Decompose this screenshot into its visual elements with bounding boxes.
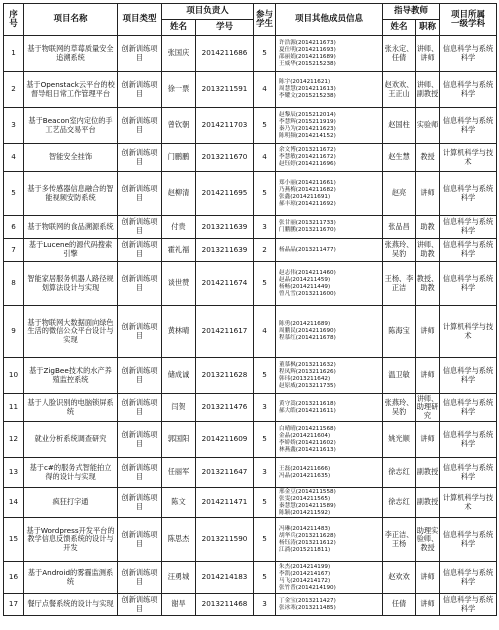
row-leader-id: 2014211686 [196,36,254,72]
row-student-count: 5 [254,562,276,594]
row-advisor-name: 张燕玲、吴豹 [383,394,416,422]
row-project-name: 基于多传感器信息融合的智能视频安防系统 [24,172,118,216]
project-rows [4,36,497,616]
header-seq: 序 号 [4,4,24,36]
row-advisor-title: 讲师 [416,422,440,458]
row-advisor-name: 赵欢欢 [383,562,416,594]
row-leader-name: 任丽军 [162,458,196,488]
row-major: 信息科学与系统科学 [440,239,497,262]
table-row [4,239,497,262]
row-seq: 4 [4,144,24,172]
row-members: 杨晶晶(2013211477) [276,239,383,262]
table-row [4,518,497,562]
row-student-count: 4 [254,72,276,108]
row-advisor-title: 讲师 [416,358,440,394]
row-leader-name: 郭国阳 [162,422,196,458]
row-leader-name: 赵柳清 [162,172,196,216]
table-row [4,144,497,172]
row-project-type: 创新训练项目 [118,488,162,518]
row-major: 信息科学与系统科学 [440,172,497,216]
table-row [4,488,497,518]
table-row [4,216,497,239]
row-advisor-title: 实验师 [416,108,440,144]
row-project-name: 疯狂打字通 [24,488,118,518]
row-student-count: 3 [254,394,276,422]
row-leader-id: 2013211639 [196,216,254,239]
row-project-type: 创新训练项目 [118,216,162,239]
row-project-name: 基于Android的雾霾监测系统 [24,562,118,594]
row-leader-id: 2013211468 [196,594,254,616]
row-seq: 10 [4,358,24,394]
row-seq: 1 [4,36,24,72]
table-row [4,108,497,144]
row-advisor-title: 讲师 [416,172,440,216]
row-leader-id: 2013211639 [196,239,254,262]
row-student-count: 5 [254,36,276,72]
row-leader-id: 2014211703 [196,108,254,144]
row-leader-name: 汪勇城 [162,562,196,594]
row-leader-name: 闫贺 [162,394,196,422]
row-members: 朱杰(2014214199) 李凯(2014214167) 马飞(2014214172) 张竹普(2014214190) [276,562,383,594]
row-project-name: 基于Openstack云平台的校督导组日常工作管理平台 [24,72,118,108]
row-members: 赵黎辰(2015212014) 李慧辉(2015211919) 秦乃为(2014211623) 陈明频(2014214152) [276,108,383,144]
row-seq: 17 [4,594,24,616]
row-seq: 7 [4,239,24,262]
row-advisor-title: 讲师 [416,594,440,616]
row-advisor-title: 助理实验师、教授 [416,518,440,562]
project-table [3,3,497,616]
row-project-name: 智能安全挂饰 [24,144,118,172]
row-project-name: 基于Lucene的源代码搜索引擎 [24,239,118,262]
table-row [4,262,497,306]
table-row [4,562,497,594]
row-leader-name: 陈思杰 [162,518,196,562]
row-project-name: 智能家居服务机器人路径规划算法设计与实现 [24,262,118,306]
table-row [4,172,497,216]
row-members: 余文博(2013211672) 李慧敏(2014211672) 赵钰婷(2014211696) [276,144,383,172]
row-leader-id: 2014214183 [196,562,254,594]
row-project-type: 创新训练项目 [118,239,162,262]
row-project-type: 创新训练项目 [118,144,162,172]
row-leader-id: 2013211591 [196,72,254,108]
row-advisor-name: 赵欢欢、王正山 [383,72,416,108]
row-advisor-title: 讲师、助教 [416,239,440,262]
row-leader-id: 2013211590 [196,518,254,562]
row-project-name: 基于Beacon室内定位的手工艺品交易平台 [24,108,118,144]
row-advisor-name: 张品昌 [383,216,416,239]
row-seq: 15 [4,518,24,562]
row-advisor-title: 副教授 [416,458,440,488]
row-major: 信息科学与系统科学 [440,36,497,72]
row-major: 计算机科学与技术 [440,488,497,518]
row-major: 信息科学与系统科学 [440,594,497,616]
row-project-type: 创新训练项目 [118,422,162,458]
row-leader-name: 曾钦朝 [162,108,196,144]
header-leader-id: 学号 [196,20,254,36]
row-leader-id: 2014211617 [196,306,254,358]
table-row [4,72,497,108]
row-major: 信息科学与系统科学 [440,518,497,562]
row-advisor-title: 教授 [416,144,440,172]
row-major: 信息科学与系统科学 [440,422,497,458]
row-advisor-name: 任倩 [383,594,416,616]
row-major: 信息科学与系统科学 [440,108,497,144]
row-leader-id: 2014211609 [196,422,254,458]
row-seq: 2 [4,72,24,108]
row-student-count: 4 [254,144,276,172]
row-leader-id: 2014211695 [196,172,254,216]
row-project-name: 基于物联网的草莓质量安全追溯系统 [24,36,118,72]
row-members: 张甘丽(2013211733) 门鹏鹏(2013211670) [276,216,383,239]
row-leader-id: 2013211670 [196,144,254,172]
row-members: 黄守嵩(2013211618) 郝大皓(2014211611) [276,394,383,422]
row-advisor-title: 讲师、副教授 [416,72,440,108]
row-leader-name: 黄林晴 [162,306,196,358]
row-project-type: 创新训练项目 [118,394,162,422]
header-type: 项目类型 [118,4,162,36]
row-major: 信息科学与系统科学 [440,458,497,488]
row-members: 郑小丽(2014211661) 乃燕梅(2014211682) 张鑫(2014211691) 郝丰琼(2014211692) [276,172,383,216]
row-leader-name: 付贵 [162,216,196,239]
row-major: 计算机科学与技术 [440,144,497,172]
header-major: 项目所属 一级学科 [440,4,497,36]
row-seq: 8 [4,262,24,306]
row-leader-name: 储成诚 [162,358,196,394]
row-advisor-name: 张燕玲、吴豹 [383,239,416,262]
row-leader-name: 谈世赞 [162,262,196,306]
table-row [4,306,497,358]
row-project-type: 创新训练项目 [118,172,162,216]
row-leader-name: 霍礼福 [162,239,196,262]
row-advisor-name: 陈海宝 [383,306,416,358]
row-project-type: 创新训练项目 [118,358,162,394]
row-leader-name: 张国庆 [162,36,196,72]
row-leader-id: 2014211674 [196,262,254,306]
row-project-type: 创新训练项目 [118,72,162,108]
row-student-count: 5 [254,262,276,306]
row-members: 赵志伟(2014211460) 赵晶(2014211459) 杨畅(2014211449) 曾凡雪(2013211600) [276,262,383,306]
row-major: 信息科学与系统科学 [440,262,497,306]
row-major: 信息科学与系统科学 [440,394,497,422]
row-major: 信息科学与系统科学 [440,358,497,394]
row-project-type: 创新训练项目 [118,458,162,488]
row-seq: 6 [4,216,24,239]
row-project-name: 基于物联网的食品溯源系统 [24,216,118,239]
row-advisor-name: 王杨、李正洁 [383,262,416,306]
row-advisor-name: 赵国柱 [383,108,416,144]
row-advisor-name: 赵亮 [383,172,416,216]
row-seq: 13 [4,458,24,488]
header-leader-name: 姓名 [162,20,196,36]
table-row [4,422,497,458]
row-leader-name: 徐一票 [162,72,196,108]
row-project-name: 基于c#的服务式智能拍立得的设计与实现 [24,458,118,488]
row-project-type: 创新训练项目 [118,36,162,72]
row-leader-name: 谢旱 [162,594,196,616]
header-advisor: 指导教师 [383,4,440,20]
table-row [4,594,497,616]
row-student-count: 5 [254,488,276,518]
table-row [4,36,497,72]
row-seq: 11 [4,394,24,422]
row-student-count: 5 [254,518,276,562]
row-project-type: 创新训练项目 [118,518,162,562]
row-seq: 14 [4,488,24,518]
row-student-count: 5 [254,422,276,458]
row-advisor-name: 温卫敏 [383,358,416,394]
row-advisor-name: 徐志红 [383,458,416,488]
row-project-name: 就业分析系统调查研究 [24,422,118,458]
row-members: 王磊(2014211666) 冯晶(2014211635) [276,458,383,488]
row-project-type: 创新训练项目 [118,594,162,616]
row-advisor-title: 讲师、讲师 [416,36,440,72]
row-advisor-title: 教授、助教 [416,262,440,306]
row-members: 董慕枫(2013211632) 程凤辉(2013211626) 韩玮(2013211642) 赵原威(2013211735) [276,358,383,394]
header-count: 参与 学生 [254,4,276,36]
row-student-count: 5 [254,108,276,144]
row-leader-name: 门鹏鹏 [162,144,196,172]
row-members: 冯琳(2014211483) 胡华兵(2013211628) 杨钰涛(2013211612) 江淌(2015211811) [276,518,383,562]
row-advisor-name: 徐志红 [383,488,416,518]
header-members: 项目其他成员信息 [276,4,383,36]
row-major: 信息科学与系统科学 [440,562,497,594]
header-leader: 项目负责人 [162,4,254,20]
row-members: 邢金豆(2014211558) 张雯(2014211565) 秦慧慧(2014211589) 陈颖(2014211592) [276,488,383,518]
row-project-name: 基于人脸识别的电脑锁屏系统 [24,394,118,422]
row-project-name: 基于Wordpress开发平台的教学信息反馈系统的设计与开发 [24,518,118,562]
row-advisor-name: 李正洁、王杨 [383,518,416,562]
row-leader-id: 2013211647 [196,458,254,488]
row-major: 信息科学与系统科学 [440,216,497,239]
row-advisor-title: 助教 [416,216,440,239]
row-student-count: 2 [254,239,276,262]
row-project-name: 基于物联网大数据面向绿色生活的微信公众平台设计与实现 [24,306,118,358]
row-major: 信息科学与系统科学 [440,72,497,108]
row-project-name: 餐厅点餐系统的设计与实现 [24,594,118,616]
row-student-count: 3 [254,594,276,616]
header-advisor-title: 职称 [416,20,440,36]
row-leader-id: 2014211471 [196,488,254,518]
row-seq: 12 [4,422,24,458]
row-seq: 5 [4,172,24,216]
row-advisor-name: 张永定、任倩 [383,36,416,72]
row-seq: 16 [4,562,24,594]
row-advisor-name: 姚光顺 [383,422,416,458]
row-advisor-title: 讲师 [416,306,440,358]
row-leader-id: 2013211628 [196,358,254,394]
row-project-type: 创新训练项目 [118,108,162,144]
row-project-type: 创新训练项目 [118,562,162,594]
row-project-type: 创新训练项目 [118,306,162,358]
row-advisor-title: 副教授 [416,488,440,518]
row-advisor-title: 讲师 [416,562,440,594]
row-advisor-name: 赵生慧 [383,144,416,172]
row-student-count: 3 [254,216,276,239]
table-row [4,394,497,422]
table-row [4,458,497,488]
table-row [4,358,497,394]
row-leader-name: 陈文 [162,488,196,518]
row-members: 陈宇(2014211621) 周慧慧(2014211613) 李耀文(2015215238) [276,72,383,108]
header-advisor-name: 姓名 [383,20,416,36]
row-major: 计算机科学与技术 [440,306,497,358]
row-members: 白晴晴(2014211568) 金晶(2014211604) 李娇娇(2014211602) 林燕鑫(2014211613) [276,422,383,458]
row-student-count: 4 [254,306,276,358]
row-leader-id: 2013211476 [196,394,254,422]
row-members: 许浩源(2014211673) 夏仕明(2014211693) 邵丽娟(2014211689) 王威华(2015215238) [276,36,383,72]
row-members: 陈勇(2014211689) 周鹏民(2014211690) 程慕红(2014211678) [276,306,383,358]
row-advisor-title: 讲师、助理研究 [416,393,439,420]
row-student-count: 5 [254,172,276,216]
row-seq: 3 [4,108,24,144]
row-project-type: 创新训练项目 [118,262,162,306]
row-project-name: 基于ZigBee技术的水产养殖监控系统 [24,358,118,394]
row-members: 丁金宝(2013211427) 张冰寒(2013211485) [276,594,383,616]
row-seq: 9 [4,306,24,358]
header-name: 项目名称 [24,4,118,36]
row-student-count: 3 [254,458,276,488]
row-student-count: 5 [254,358,276,394]
